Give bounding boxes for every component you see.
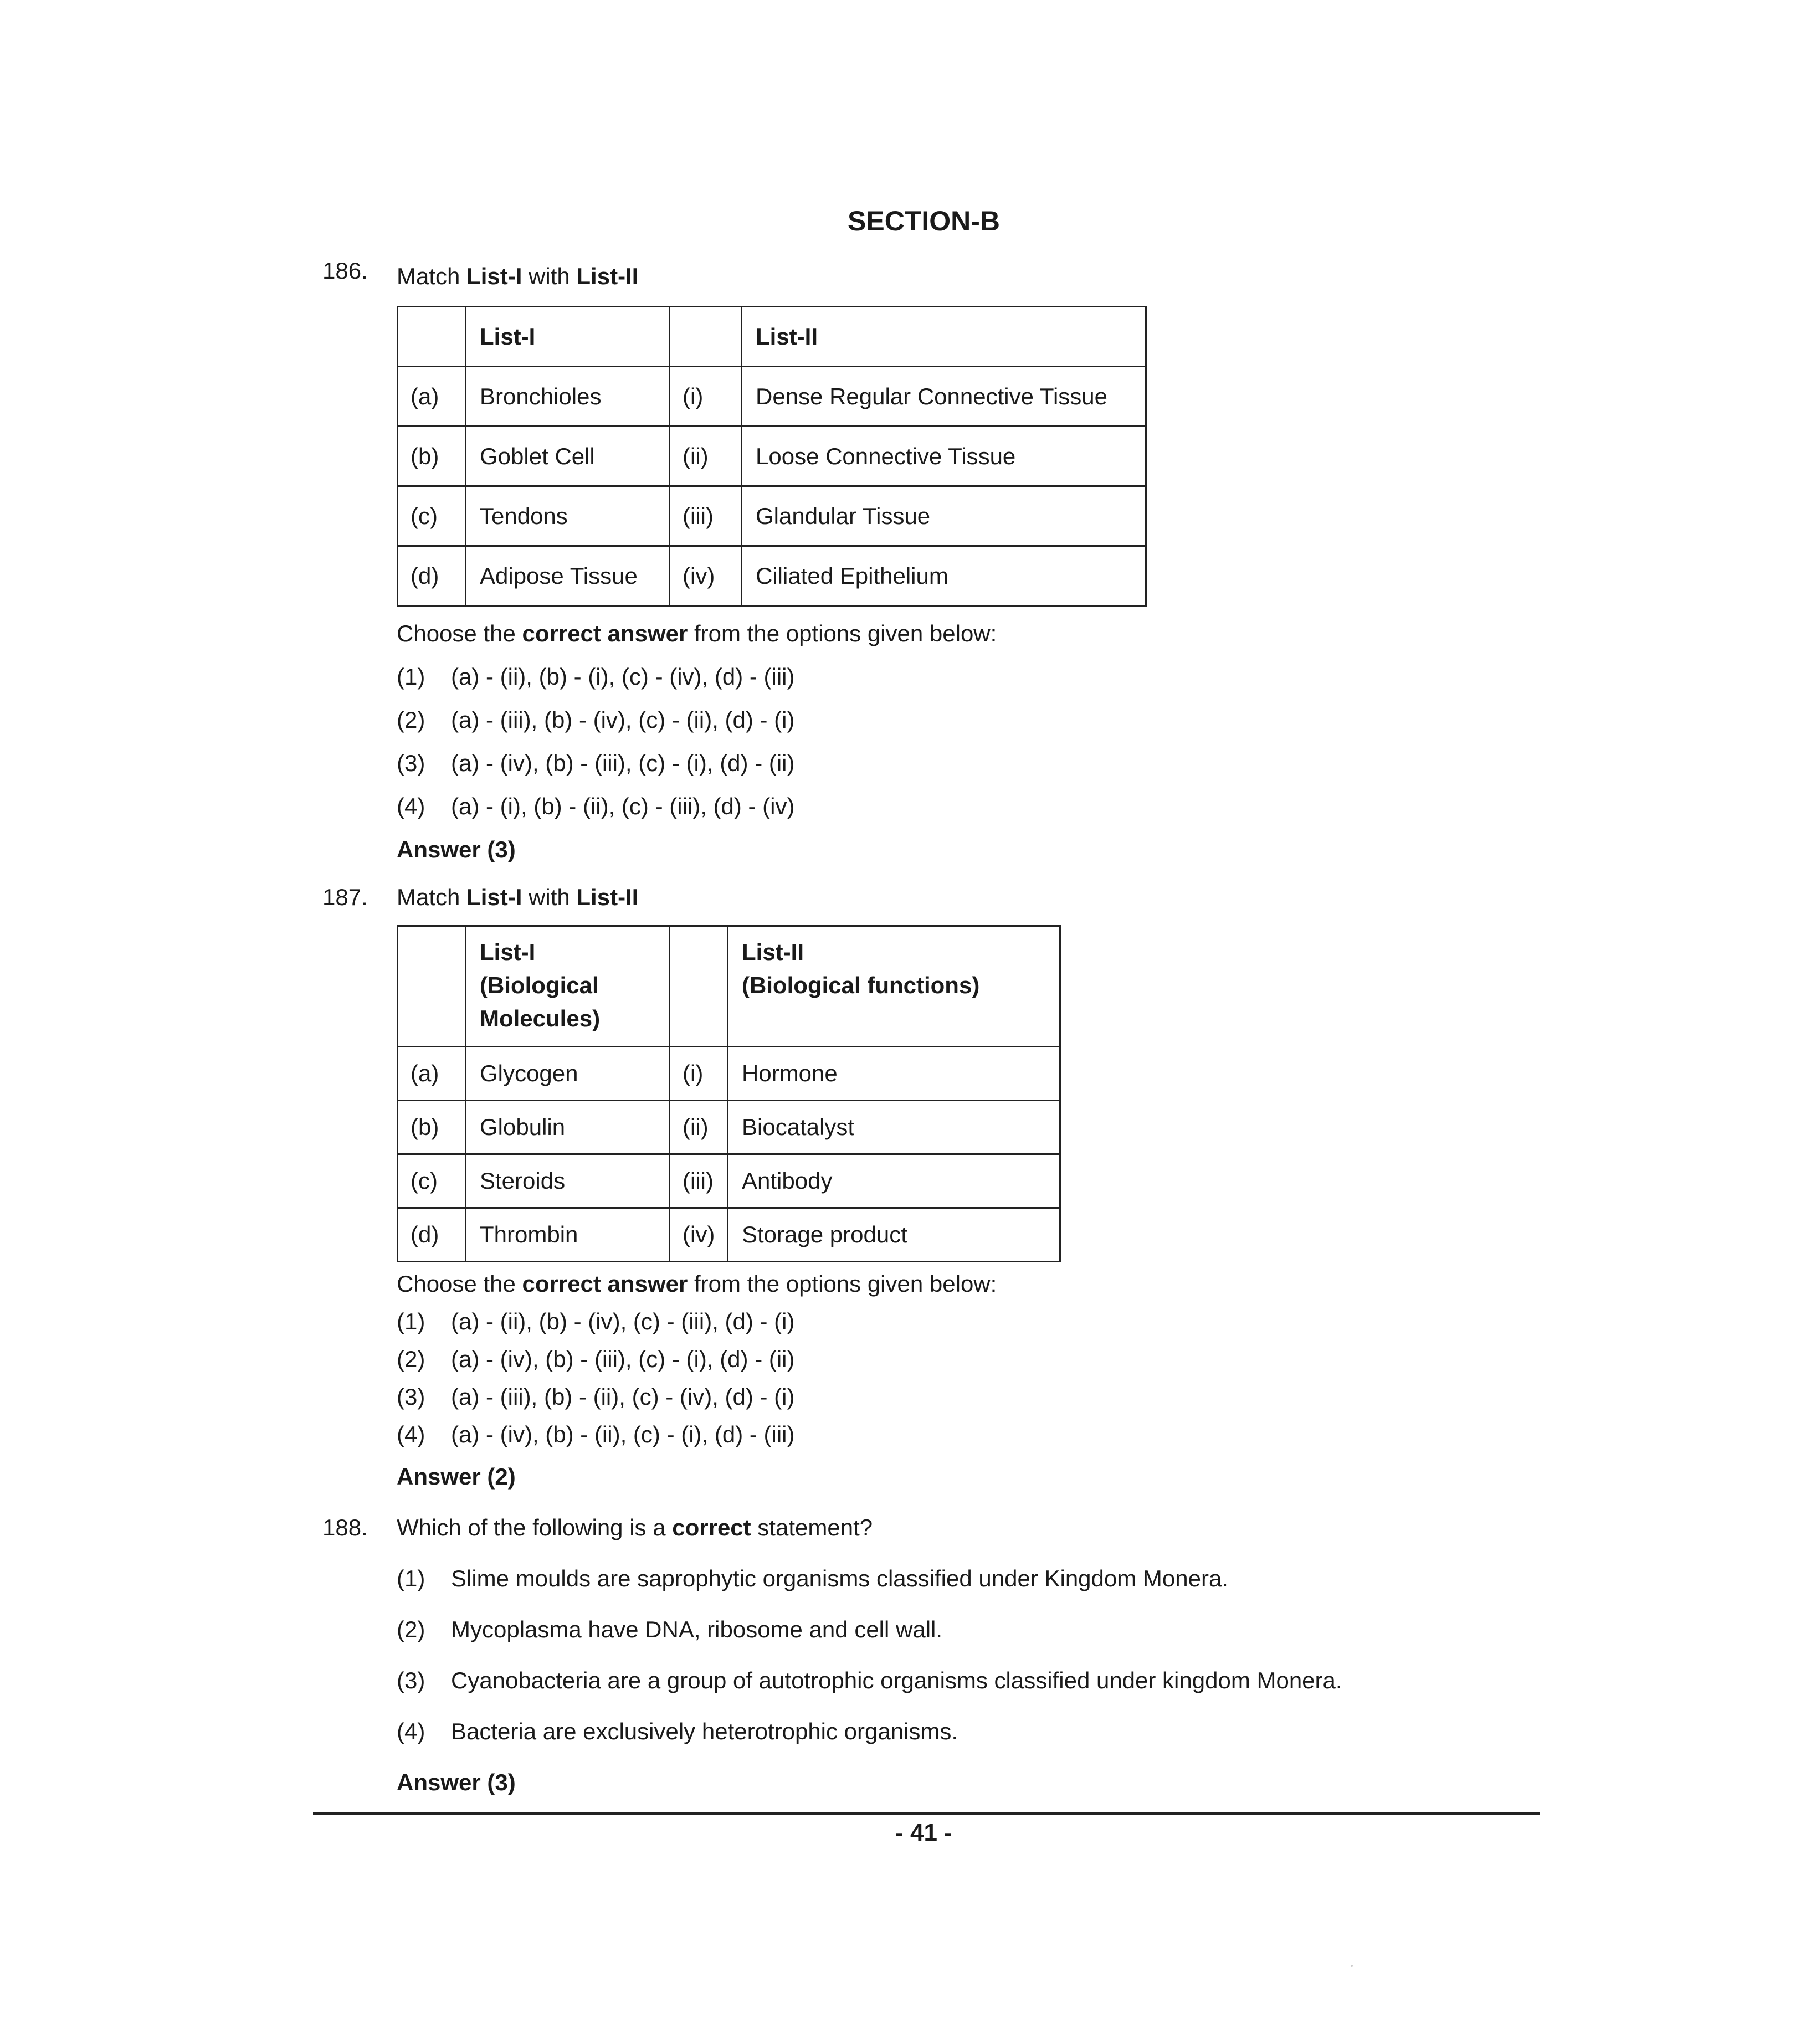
table-row: [398, 1101, 1060, 1154]
page-number: - 41 -: [895, 1819, 952, 1846]
section-title: SECTION-B: [848, 206, 1000, 237]
list-ii-cell: Hormone: [728, 1047, 1060, 1101]
list-ii-header: List-II (Biological functions): [728, 926, 1060, 1047]
answer-label: Answer (3): [397, 836, 516, 862]
list-ii-cell: Antibody: [728, 1154, 1060, 1208]
row-label: (ii): [670, 427, 742, 486]
option-item: (2) Mycoplasma have DNA, ribosome and cell wall.: [397, 1616, 943, 1642]
row-label: (b): [398, 427, 466, 486]
row-label: (a): [398, 367, 466, 427]
list-i-cell: Steroids: [466, 1154, 670, 1208]
row-label: (ii): [670, 1101, 728, 1154]
option-item: (2) (a) - (iii), (b) - (iv), (c) - (ii), (d) - (i): [397, 707, 795, 733]
list-ii-cell: Dense Regular Connective Tissue: [742, 367, 1146, 427]
list-i-header: List-I: [466, 307, 670, 367]
table-row: [398, 546, 1146, 606]
list-ii-header: List-II: [742, 307, 1146, 367]
list-i-cell: Tendons: [466, 486, 670, 546]
match-table-187: [397, 925, 1061, 1262]
match-table-186: [397, 306, 1147, 607]
table-row: [398, 1047, 1060, 1101]
question-number: 188.: [322, 1514, 368, 1540]
footer-divider: [313, 1812, 1540, 1815]
row-label: (d): [398, 546, 466, 606]
table-header-row: [398, 307, 1146, 367]
row-label: (c): [398, 486, 466, 546]
question-number: 187.: [322, 884, 368, 910]
option-item: (1) Slime moulds are saprophytic organisms classified under Kingdom Monera.: [397, 1565, 1228, 1591]
answer-label: Answer (3): [397, 1769, 516, 1795]
list-ii-cell: Biocatalyst: [728, 1101, 1060, 1154]
row-label: (a): [398, 1047, 466, 1101]
option-item: (1) (a) - (ii), (b) - (iv), (c) - (iii), (d) - (i): [397, 1308, 795, 1334]
scan-speck: [1351, 1965, 1353, 1967]
list-i-cell: Adipose Tissue: [466, 546, 670, 606]
list-i-cell: Glycogen: [466, 1047, 670, 1101]
list-i-header: List-I (Biological Molecules): [466, 926, 670, 1047]
row-label: (iv): [670, 546, 742, 606]
list-i-cell: Globulin: [466, 1101, 670, 1154]
list-ii-cell: Ciliated Epithelium: [742, 546, 1146, 606]
row-label: (iii): [670, 486, 742, 546]
option-item: (3) (a) - (iii), (b) - (ii), (c) - (iv), (d) - (i): [397, 1384, 795, 1410]
choose-instruction: Choose the correct answer from the options given below:: [397, 1271, 997, 1297]
option-item: (4) Bacteria are exclusively heterotrophic organisms.: [397, 1718, 958, 1744]
table-row: [398, 486, 1146, 546]
question-prompt: Match List-I with List-II: [397, 263, 639, 289]
row-label: (c): [398, 1154, 466, 1208]
list-i-cell: Goblet Cell: [466, 427, 670, 486]
row-label: (d): [398, 1208, 466, 1262]
table-row: [398, 367, 1146, 427]
row-label: (i): [670, 367, 742, 427]
choose-instruction: Choose the correct answer from the options given below:: [397, 620, 997, 646]
option-item: (3) Cyanobacteria are a group of autotrophic organisms classified under kingdom Monera.: [397, 1667, 1342, 1693]
option-item: (3) (a) - (iv), (b) - (iii), (c) - (i), (d) - (ii): [397, 750, 795, 776]
table-header-row: [398, 926, 1060, 1047]
question-prompt: Which of the following is a correct statement?: [397, 1514, 873, 1540]
list-i-cell: Thrombin: [466, 1208, 670, 1262]
option-item: (4) (a) - (i), (b) - (ii), (c) - (iii), (d) - (iv): [397, 793, 795, 819]
option-item: (1) (a) - (ii), (b) - (i), (c) - (iv), (d) - (iii): [397, 664, 795, 690]
list-ii-cell: Loose Connective Tissue: [742, 427, 1146, 486]
question-prompt: Match List-I with List-II: [397, 884, 639, 910]
row-label: (i): [670, 1047, 728, 1101]
table-row: [398, 1154, 1060, 1208]
table-row: [398, 1208, 1060, 1262]
question-number: 186.: [322, 258, 368, 284]
list-i-cell: Bronchioles: [466, 367, 670, 427]
table-row: [398, 427, 1146, 486]
row-label: (b): [398, 1101, 466, 1154]
list-ii-cell: Glandular Tissue: [742, 486, 1146, 546]
option-item: (2) (a) - (iv), (b) - (iii), (c) - (i), (d) - (ii): [397, 1346, 795, 1372]
row-label: (iv): [670, 1208, 728, 1262]
row-label: (iii): [670, 1154, 728, 1208]
option-item: (4) (a) - (iv), (b) - (ii), (c) - (i), (d) - (iii): [397, 1421, 795, 1447]
list-ii-cell: Storage product: [728, 1208, 1060, 1262]
answer-label: Answer (2): [397, 1463, 516, 1490]
